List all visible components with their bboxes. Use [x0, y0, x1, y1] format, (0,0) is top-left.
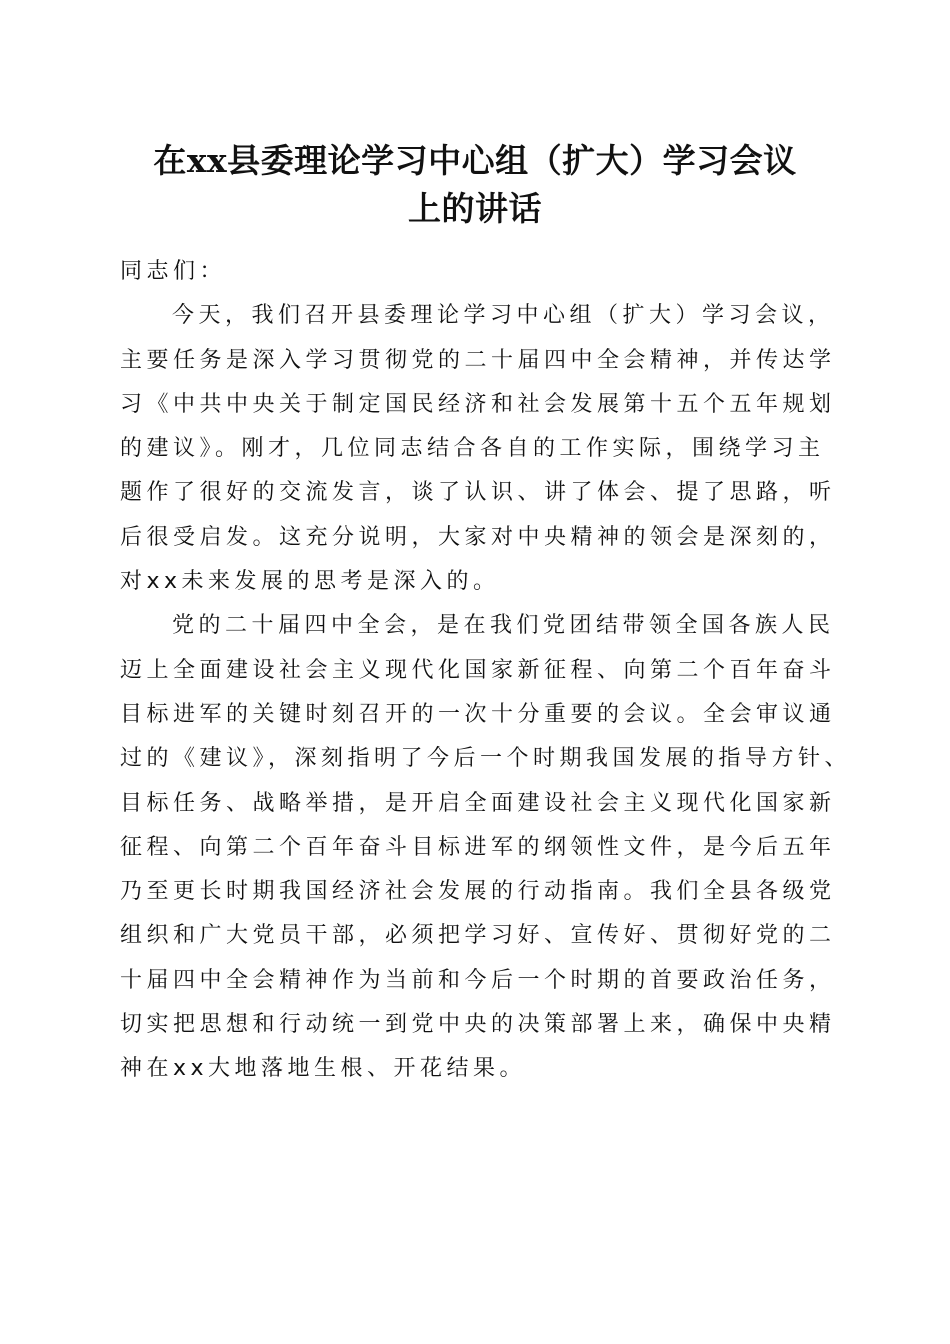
paragraph-2: [120, 604, 850, 1091]
paragraph-line: 对xx未来发展的思考是深入的。: [120, 569, 500, 595]
paragraph-line: 后很受启发。这充分说明，大家对中央精神的领会是深刻的，: [120, 524, 836, 550]
paragraph-line: 题作了很好的交流发言，谈了认识、讲了体会、提了思路，听: [120, 480, 836, 506]
title-line: 上的讲话: [408, 189, 542, 228]
paragraph-line: 目标任务、战略举措，是开启全面建设社会主义现代化国家新: [120, 790, 836, 816]
paragraph-line: 过的《建议》，深刻指明了今后一个时期我国发展的指导方针、: [120, 746, 852, 772]
paragraph-line: 征程、向第二个百年奋斗目标进军的纲领性文件，是今后五年: [120, 834, 836, 860]
paragraph-line: 乃至更长时期我国经济社会发展的行动指南。我们全县各级党: [120, 879, 836, 905]
paragraph-line: 习《中共中央关于制定国民经济和社会发展第十五个五年规划: [120, 391, 836, 417]
paragraph-1: [120, 294, 850, 604]
paragraph-line: 迈上全面建设社会主义现代化国家新征程、向第二个百年奋斗: [120, 657, 836, 683]
paragraph-line: 主要任务是深入学习贯彻党的二十届四中全会精神，并传达学: [120, 347, 836, 373]
paragraph-line: 的建议》。刚才，几位同志结合各自的工作实际，围绕学习主: [120, 436, 825, 462]
paragraph-line: 今天，我们召开县委理论学习中心组（扩大）学习会议，: [172, 303, 835, 329]
paragraph-line: 神在xx大地落地生根、开花结果。: [120, 1056, 527, 1082]
paragraph-line: 党的二十届四中全会，是在我们党团结带领全国各族人民: [172, 613, 835, 639]
salutation: 同志们：: [120, 259, 227, 284]
document-body: [120, 250, 850, 1092]
paragraph-line: 切实把思想和行动统一到党中央的决策部署上来，确保中央精: [120, 1012, 836, 1038]
document-title: [110, 137, 840, 233]
paragraph-line: 组织和广大党员干部，必须把学习好、宣传好、贯彻好党的二: [120, 923, 836, 949]
title-line: 在xx县委理论学习中心组（扩大）学习会议: [153, 141, 797, 180]
paragraph-line: 目标进军的关键时刻召开的一次十分重要的会议。全会审议通: [120, 701, 836, 727]
paragraph-line: 十届四中全会精神作为当前和今后一个时期的首要政治任务，: [120, 967, 836, 993]
